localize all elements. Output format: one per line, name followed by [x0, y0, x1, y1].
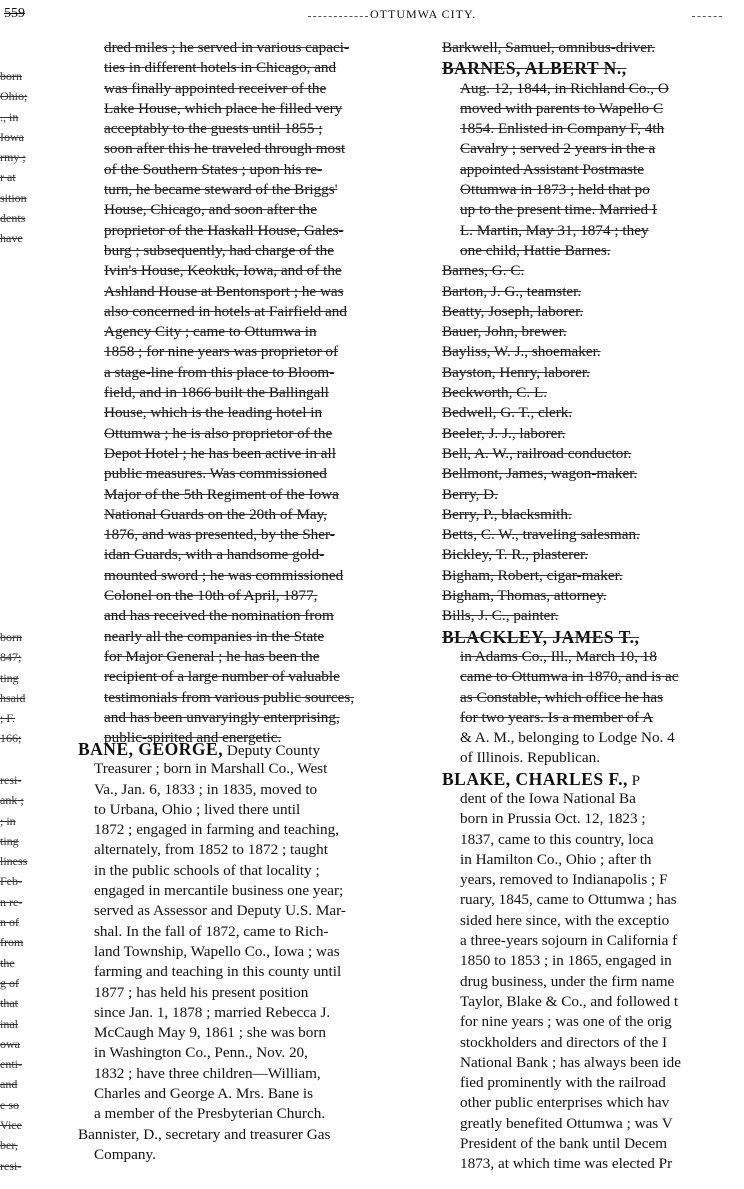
text-line: for nine years ; was one of the orig — [460, 1013, 672, 1031]
text-line: in the public schools of that locality ; — [94, 861, 320, 879]
text-line: Barkwell, Samuel, omnibus-driver. — [442, 39, 656, 56]
left-margin-fragments-lower2 — [0, 770, 42, 1176]
bannister-line-2: Company. — [94, 1145, 156, 1163]
margin-fragment: have — [0, 231, 23, 246]
bane-entry — [78, 739, 408, 1165]
margin-fragment: resi- — [0, 1158, 22, 1173]
text-line: acceptably to the guests until 1855 ; — [104, 120, 323, 138]
text-line: 1837, came to this country, loca — [460, 830, 654, 848]
text-line: also concerned in hotels at Fairfield and — [104, 302, 347, 320]
text-line: for Major General ; he has been the — [104, 647, 320, 665]
text-line: Lake House, which place he filled very — [104, 99, 343, 117]
margin-fragment: r at — [0, 170, 16, 185]
text-line: Bayston, Henry, laborer. — [442, 363, 590, 381]
bane-title: Deputy County — [226, 742, 321, 759]
blake-entry-body — [442, 789, 744, 1175]
text-line: 1872 ; engaged in farming and teaching, — [94, 821, 340, 839]
text-line: Barton, J. G., teamster. — [442, 282, 582, 300]
margin-fragment: 847; — [0, 650, 22, 665]
text-line: recipient of a large number of valuable — [104, 668, 340, 686]
text-line: Ivin's House, Keokuk, Iowa, and of the — [104, 262, 342, 280]
margin-fragment: ank ; — [0, 793, 24, 808]
text-line: Bellmont, James, wagon-maker. — [442, 465, 638, 483]
margin-fragment: enti- — [0, 1057, 22, 1072]
text-line: Berry, P., blacksmith. — [442, 505, 572, 523]
text-line: came to Ottumwa in 1870, and is ac — [460, 668, 679, 686]
text-line: Barnes, G. C. — [442, 262, 525, 280]
margin-fragment: ting — [0, 670, 19, 685]
text-line: 1876, and was presented, by the Sher- — [104, 526, 335, 544]
text-line: shal. In the fall of 1872, came to Rich- — [94, 922, 329, 940]
margin-fragment: dents — [0, 211, 26, 226]
text-line: served as Assessor and Deputy U.S. Mar- — [94, 902, 346, 920]
text-line: Cavalry ; served 2 years in the a — [460, 140, 656, 158]
text-line: a member of the Presbyterian Church. — [94, 1105, 326, 1123]
bane-name: BANE, GEORGE, — [78, 739, 224, 759]
text-line: McCaugh May 9, 1861 ; she was born — [94, 1024, 327, 1042]
bane-entry-first-line — [78, 739, 408, 759]
text-line: field, and in 1866 built the Ballingall — [104, 384, 329, 402]
text-line: fied prominently with the railroad — [460, 1074, 666, 1092]
text-line: years, removed to Indianapolis ; F — [460, 871, 668, 889]
text-line: National Bank ; has always been ide — [460, 1053, 681, 1071]
text-line: was finally appointed receiver of the — [104, 79, 327, 97]
text-line: Taylor, Blake & Co., and followed t — [460, 992, 679, 1010]
text-line: a stage-line from this place to Bloom- — [104, 363, 335, 381]
margin-fragment: Feb- — [0, 874, 22, 889]
text-line: Betts, C. W., traveling salesman. — [442, 526, 640, 544]
margin-fragment: ; F. — [0, 711, 16, 726]
text-line: and has received the nomination from — [104, 607, 334, 625]
text-line: born in Prussia Oct. 12, 1823 ; — [460, 810, 646, 828]
page-number: 559 — [4, 6, 25, 21]
text-line: alternately, from 1852 to 1872 ; taught — [94, 841, 328, 859]
left-column-struck-text — [104, 38, 434, 748]
text-line: ties in different hotels in Chicago, and — [104, 59, 337, 77]
margin-fragment: ., in — [0, 109, 19, 124]
text-line: sided here since, with the exceptio — [460, 911, 670, 929]
margin-fragment: ber, — [0, 1138, 18, 1153]
text-line: 1850 to 1853 ; in 1865, engaged in — [460, 952, 672, 970]
text-line: Bigham, Robert, cigar-maker. — [442, 566, 623, 584]
text-line: and has been unvaryingly enterprising, — [104, 708, 340, 726]
text-line: Agency City ; came to Ottumwa in — [104, 323, 317, 341]
text-line: President of the bank until Decem — [460, 1135, 668, 1153]
text-line: 1873, at which time was elected Pr — [460, 1155, 673, 1173]
text-line: Charles and George A. Mrs. Bane is — [94, 1085, 314, 1103]
margin-fragment: e so — [0, 1097, 19, 1112]
text-line: in Adams Co., Ill., March 10, 18 — [460, 647, 657, 665]
text-line: other public enterprises which hav — [460, 1094, 670, 1112]
margin-fragment: rmy ; — [0, 150, 26, 165]
text-line: Bills, J. C., painter. — [442, 607, 559, 625]
header-rule-left — [308, 16, 368, 17]
margin-fragment: resi- — [0, 773, 22, 787]
text-line: Ashland House at Bentonsport ; he was — [104, 282, 344, 300]
text-line: drug business, under the firm name — [460, 972, 675, 990]
right-column — [442, 38, 744, 1175]
margin-fragment: Iowa — [0, 129, 24, 144]
text-line: Ottumwa in 1873 ; held that po — [460, 181, 650, 199]
text-line: nearly all the companies in the State — [104, 627, 325, 645]
text-line: moved with parents to Wapello C — [460, 99, 664, 117]
text-line: 1854. Enlisted in Company F, 4th — [460, 120, 665, 138]
text-line: 1832 ; have three children—William, — [94, 1064, 321, 1082]
text-line: a three-years sojourn in California f — [460, 932, 678, 950]
text-line: Bell, A. W., railroad conductor. — [442, 444, 632, 462]
text-line: Beatty, Joseph, laborer. — [442, 302, 584, 320]
text-line: & A. M., belonging to Lodge No. 4 — [460, 729, 675, 747]
margin-fragment: owa — [0, 1036, 20, 1051]
margin-fragment: born — [0, 69, 22, 83]
text-line: greatly benefited Ottumwa ; was V — [460, 1114, 673, 1132]
margin-fragment: n re- — [0, 894, 23, 909]
blake-entry-first-line — [442, 769, 744, 789]
text-line: House, which is the leading hotel in — [104, 404, 323, 422]
text-line: Bigham, Thomas, attorney. — [442, 587, 607, 605]
text-line: BLACKLEY, JAMES T., — [442, 626, 640, 647]
text-line: Bickley, T. R., plasterer. — [442, 546, 589, 564]
bane-entry-body — [78, 759, 408, 1124]
text-line: Depot Hotel ; he has been active in all — [104, 444, 336, 462]
text-line: public measures. Was commissioned — [104, 465, 327, 483]
text-line: appointed Assistant Postmaste — [460, 160, 644, 178]
bannister-line-1: Bannister, D., secretary and treasurer Gas — [78, 1125, 331, 1143]
margin-fragment: hsaid — [0, 690, 26, 705]
left-margin-fragments — [0, 66, 42, 249]
text-line: farming and teaching in this county until — [94, 963, 342, 981]
text-line: Berry, D. — [442, 485, 498, 503]
text-line: Aug. 12, 1844, in Richland Co., O — [460, 79, 669, 97]
text-line: L. Martin, May 31, 1874 ; they — [460, 221, 649, 239]
text-line: engaged in mercantile business one year; — [94, 882, 344, 900]
text-line: of Illinois. Republican. — [460, 749, 601, 767]
text-line: National Guards on the 20th of May, — [104, 505, 327, 523]
text-line: one child, Hattie Barnes. — [460, 241, 611, 259]
right-column-plain-text — [442, 728, 744, 769]
text-line: dent of the Iowa National Ba — [460, 789, 636, 807]
margin-fragment: liness — [0, 854, 28, 869]
page-header — [0, 4, 744, 26]
text-line: of the Southern States ; upon his re- — [104, 160, 323, 178]
text-line: Bauer, John, brewer. — [442, 323, 567, 341]
text-line: Colonel on the 10th of April, 1877, — [104, 587, 318, 605]
text-line: idan Guards, with a handsome gold- — [104, 546, 325, 564]
text-line: land Township, Wapello Co., Iowa ; was — [94, 942, 340, 960]
text-line: public-spirited and energetic. — [104, 729, 282, 747]
margin-fragment: sition — [0, 190, 27, 205]
text-line: BARNES, ALBERT N., — [442, 58, 627, 79]
text-line: since Jan. 1, 1878 ; married Rebecca J. — [94, 1003, 331, 1021]
text-line: Ottumwa ; he is also proprietor of the — [104, 424, 333, 442]
text-line: soon after this he traveled through most — [104, 140, 346, 158]
text-line: House, Chicago, and soon after the — [104, 201, 317, 219]
margin-fragment: n of — [0, 915, 19, 930]
text-line: to Urbana, Ohio ; lived there until — [94, 800, 301, 818]
text-line: as Constable, which office he has — [460, 688, 664, 706]
margin-fragment: g of — [0, 975, 19, 990]
text-line: Major of the 5th Regiment of the Iowa — [104, 485, 339, 503]
text-line: 1858 ; for nine years was proprietor of — [104, 343, 339, 361]
margin-fragment: and — [0, 1077, 18, 1092]
text-line: up to the present time. Married I — [460, 201, 657, 219]
text-line: mounted sword ; he was commissioned — [104, 566, 344, 584]
margin-fragment: ; in — [0, 813, 16, 828]
margin-fragment: ting — [0, 833, 19, 848]
text-line: in Washington Co., Penn., Nov. 20, — [94, 1044, 308, 1062]
text-line: Treasurer ; born in Marshall Co., West — [94, 760, 328, 778]
margin-fragment: born — [0, 630, 22, 644]
text-line: Bedwell, G. T., clerk. — [442, 404, 573, 422]
text-line: turn, he became steward of the Briggs' — [104, 181, 338, 199]
blake-title: P — [631, 771, 641, 789]
text-line: stockholders and directors of the I — [460, 1033, 668, 1051]
right-column-struck-text — [442, 38, 744, 728]
text-line: in Hamilton Co., Ohio ; after th — [460, 850, 652, 868]
text-line: Bayliss, W. J., shoemaker. — [442, 343, 601, 361]
margin-fragment: Ohio; — [0, 89, 28, 104]
text-line: testimonials from various public sources, — [104, 688, 355, 706]
text-line: burg ; subsequently, had charge of the — [104, 241, 335, 259]
text-line: dred miles ; he served in various capaci- — [104, 39, 350, 56]
margin-fragment: from — [0, 935, 24, 950]
text-line: Beckworth, C. L. — [442, 384, 548, 402]
text-line: proprietor of the Haskall House, Gales- — [104, 221, 344, 239]
text-line: for two years. Is a member of A — [460, 708, 654, 726]
text-line: ruary, 1845, came to Ottumwa ; has — [460, 891, 677, 909]
text-line: 1877 ; has held his present position — [94, 983, 309, 1001]
margin-fragment: that — [0, 996, 18, 1011]
header-rule-right — [692, 16, 722, 17]
margin-fragment: inal — [0, 1016, 18, 1031]
text-line: Va., Jan. 6, 1833 ; in 1835, moved to — [94, 780, 318, 798]
page-title: OTTUMWA CITY. — [370, 7, 477, 21]
left-margin-fragments-lower — [0, 627, 42, 749]
margin-fragment: 166; — [0, 731, 22, 746]
blake-name: BLAKE, CHARLES F., — [442, 768, 628, 789]
margin-fragment: Vice — [0, 1118, 22, 1133]
text-line: Beeler, J. J., laborer. — [442, 424, 566, 442]
margin-fragment: the — [0, 955, 15, 970]
